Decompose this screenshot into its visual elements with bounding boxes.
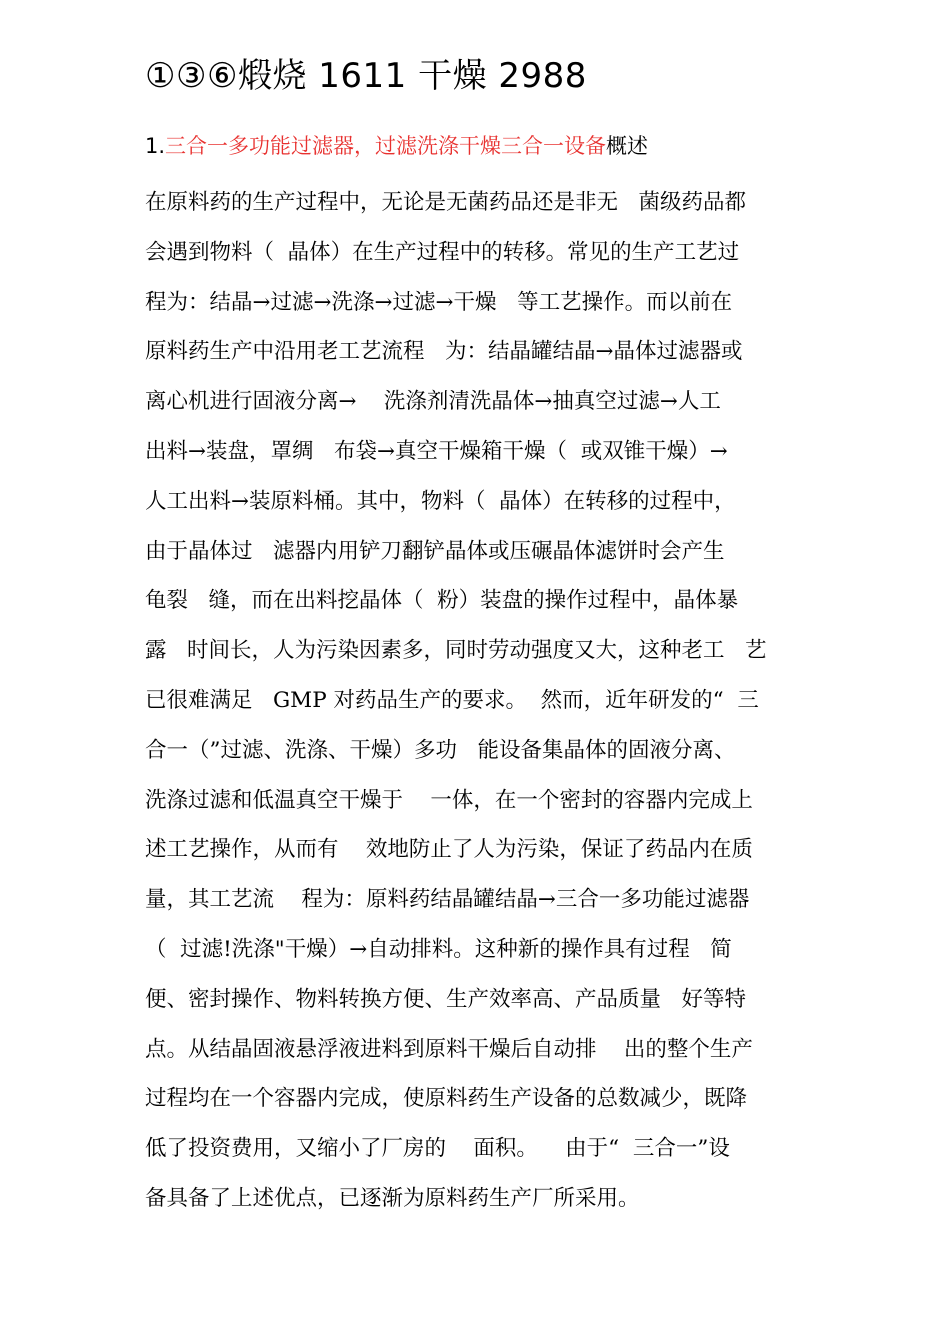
text-line: 低了投资费用，又缩小了厂房的 面积。 由于“ 三合一”设 <box>145 1136 730 1162</box>
text-line: 人工出料→装原料桶。其中，物料（ 晶体）在转移的过程中， <box>145 488 736 514</box>
text-line: 程为：结晶→过滤→洗涤→过滤→干燥 等工艺操作。而以前在 <box>145 289 733 315</box>
text-line: 点。从结晶固液悬浮液进料到原料干燥后自动排 出的整个生产 <box>145 1036 753 1062</box>
text-line: 露 时间长，人为污染因素多，同时劳动强度又大，这种老工 艺 <box>145 638 767 664</box>
text-line: 便、密封操作、物料转换方便、生产效率高、产品质量 好等特 <box>145 986 747 1012</box>
text-line: 量，其工艺流 程为：原料药结晶罐结晶→三合一多功能过滤器 <box>145 887 750 913</box>
text-line: 由于晶体过 滤器内用铲刀翻铲晶体或压碾晶体滤饼时会产生 <box>145 538 725 564</box>
text-line: 洗涤过滤和低温真空干燥于 一体，在一个密封的容器内完成上 <box>145 787 753 813</box>
text-line: 备具备了上述优点，已逐渐为原料药生产厂所采用。 <box>145 1185 640 1211</box>
text-line: 离心机进行固液分离→ 洗涤剂清洗晶体→抽真空过滤→人工 <box>145 389 721 415</box>
page-title: ①③⑥煅烧 1611 干燥 2988 <box>145 56 587 96</box>
text-line: 在原料药的生产过程中，无论是无菌药品还是非无 菌级药品都 <box>145 190 747 215</box>
text-line: 合一（”过滤、洗涤、干燥）多功 能设备集晶体的固液分离、 <box>145 737 736 763</box>
text-line: 述工艺操作，从而有 效地防止了人为污染，保证了药品内在质 <box>145 837 753 863</box>
section-suffix: 概述 <box>606 134 649 158</box>
text-line: 过程均在一个容器内完成，使原料药生产设备的总数减少，既降 <box>145 1086 748 1112</box>
text-line: 出料→装盘，罩绸 布袋→真空干燥箱干燥（ 或双锥干燥）→ <box>145 438 728 464</box>
text-line: 龟裂 缝，而在出料挖晶体（ 粉）装盘的操作过程中，晶体暴 <box>145 588 739 614</box>
text-line: 原料药生产中沿用老工艺流程 为：结晶罐结晶→晶体过滤器或 <box>145 339 743 365</box>
section-heading <box>145 130 648 162</box>
section-highlight: 三合一多功能过滤器，过滤洗涤干燥三合一设备 <box>165 134 607 158</box>
text-line: 会遇到物料（ 晶体）在生产过程中的转移。常见的生产工艺过 <box>145 239 740 265</box>
text-line: 已很难满足 GMP 对药品生产的要求。 然而，近年研发的“ 三 <box>145 687 759 713</box>
text-line: （ 过滤!洗涤"干燥）→自动排料。这种新的操作具有过程 简 <box>145 936 732 962</box>
body-paragraph <box>145 178 825 1224</box>
section-number: 1. <box>145 134 166 158</box>
